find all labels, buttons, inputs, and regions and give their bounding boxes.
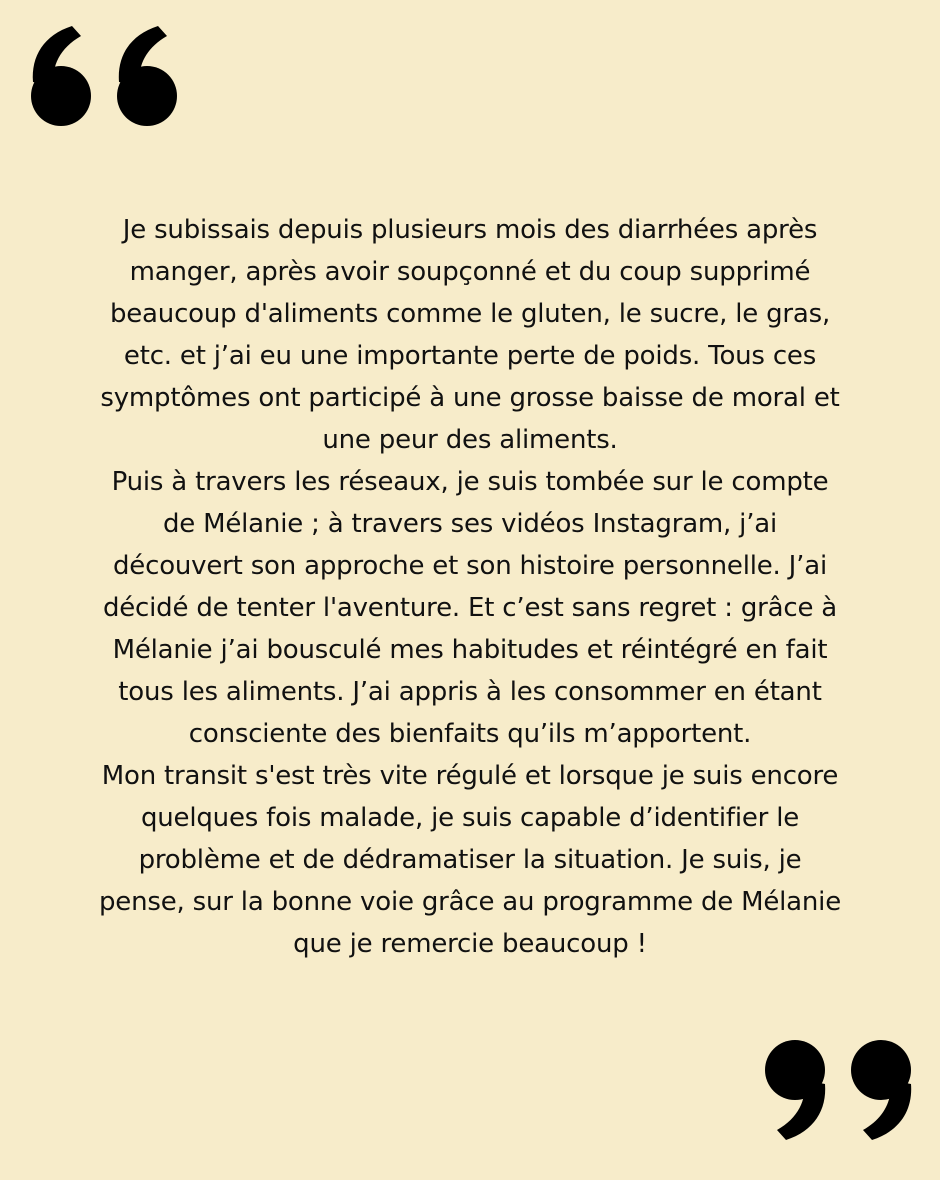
testimonial-line: de Mélanie ; à travers ses vidéos Instagram, j’ai	[162, 509, 778, 539]
testimonial-text	[50, 209, 890, 965]
testimonial-line: pense, sur la bonne voie grâce au programme de Mélanie	[98, 887, 842, 917]
testimonial-line: manger, après avoir soupçonné et du coup supprimé	[129, 257, 811, 287]
testimonial-line: décidé de tenter l'aventure. Et c’est sans regret : grâce à	[102, 593, 838, 623]
testimonial-line: que je remercie beaucoup !	[293, 929, 647, 959]
closing-double-quote-icon	[760, 1040, 918, 1140]
testimonial-line: Je subissais depuis plusieurs mois des diarrhées après	[122, 215, 818, 245]
testimonial-line: problème et de dédramatiser la situation. Je suis, je	[138, 845, 802, 875]
testimonial-paragraph-2	[50, 461, 890, 755]
testimonial-line: beaucoup d'aliments comme le gluten, le sucre, le gras,	[109, 299, 831, 329]
testimonial-line: Puis à travers les réseaux, je suis tombée sur le compte	[111, 467, 829, 497]
testimonial-line: consciente des bienfaits qu’ils m’apportent.	[188, 719, 752, 749]
testimonial-line: une peur des aliments.	[322, 425, 618, 455]
testimonial-line: tous les aliments. J’ai appris à les consommer en étant	[118, 677, 822, 707]
testimonial-line: Mélanie j’ai bousculé mes habitudes et réintégré en fait	[112, 635, 828, 665]
testimonial-paragraph-1	[50, 209, 890, 461]
testimonial-paragraph-3	[50, 755, 890, 965]
testimonial-line: Mon transit s'est très vite régulé et lorsque je suis encore	[101, 761, 839, 791]
testimonial-line: etc. et j’ai eu une importante perte de poids. Tous ces	[123, 341, 817, 371]
testimonial-line: quelques fois malade, je suis capable d’identifier le	[140, 803, 800, 833]
testimonial-line: découvert son approche et son histoire personnelle. J’ai	[113, 551, 827, 581]
opening-double-quote-icon	[26, 26, 184, 126]
testimonial-line: symptômes ont participé à une grosse baisse de moral et	[100, 383, 840, 413]
